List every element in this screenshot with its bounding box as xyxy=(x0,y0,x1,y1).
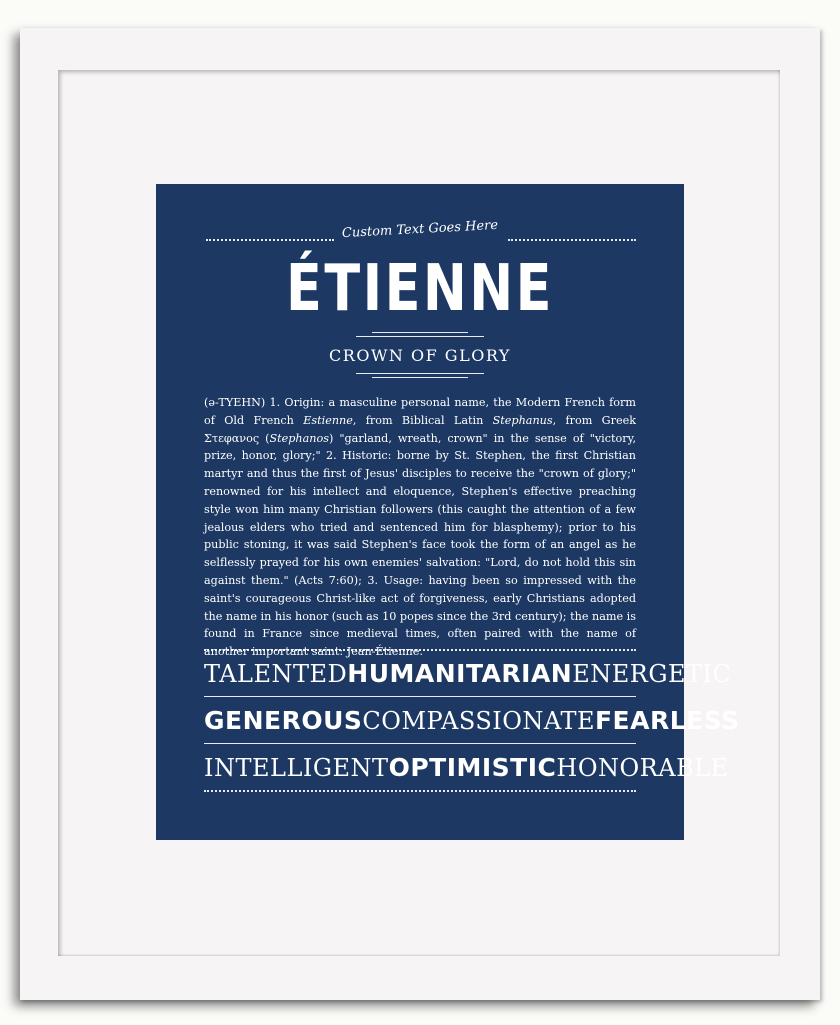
definition-part-1: 1. Origin: a masculine personal name, the Modern French form of Old French xyxy=(204,396,636,427)
rule-bottom-1 xyxy=(356,373,484,374)
name-print xyxy=(156,184,740,840)
traits-row-1 xyxy=(204,657,732,691)
definition-part-2: , from Biblical Latin xyxy=(352,413,493,427)
traits-divider-2 xyxy=(204,743,636,744)
trait-word: HONORABLE xyxy=(556,754,729,782)
trait-word: HUMANITARIAN xyxy=(347,659,573,688)
estienne-term: Estienne xyxy=(303,413,353,427)
custom-text: Custom Text Goes Here xyxy=(341,217,499,242)
trait-word: TALENTED xyxy=(204,660,348,688)
dotted-rule-traits-bottom xyxy=(204,790,636,792)
trait-word: GENEROUS xyxy=(204,706,363,735)
stephanos-term: Stephanos xyxy=(269,431,329,445)
definition-part-4: ) "garland, wreath, crown" in the sense of "victory, prize, honor, glory;" 2. Historic: borne by St. Stephen, the first Christian martyr and thus the first of Jesus' disciples to receive the "crown of glory;" renowned for his intellect and eloquence, Stephen's effective preaching style won him many Christian followers (this caught the attention of a few jealous elders who tried and sentenced him for blasphemy); prior to his public stoning, it was said Stephen's face took the form of an angel as he selflessly prayed for his own enemies' salvation: "Lord, do not hold this sin against them." (Acts 7:60); 3. Usage: having been so impressed with the saint's courageous Christ-like act of forgiveness, early Christians adopted the name in his honor (such as 10 popes since the 3rd century); the name is found in France since medieval times, often paired with the name of another important saint: Jean-Étienne. xyxy=(204,431,636,659)
name-title: ÉTIENNE xyxy=(286,252,554,326)
definition-part-3: , from Greek Στεφανος ( xyxy=(204,413,636,445)
trait-word: COMPASSIONATE xyxy=(362,707,595,735)
dotted-rule-traits-top xyxy=(204,649,636,651)
rule-top-2 xyxy=(356,336,484,337)
rule-top-1 xyxy=(372,332,468,333)
dotted-rule-right xyxy=(508,239,636,241)
trait-word: FEARLESS xyxy=(594,706,740,735)
traits-row-3 xyxy=(204,751,729,785)
stephanus-term: Stephanus xyxy=(492,413,553,427)
trait-word: OPTIMISTIC xyxy=(388,753,557,782)
trait-word: INTELLIGENT xyxy=(204,754,389,782)
trait-word: ENERGETIC xyxy=(572,660,732,688)
name-definition xyxy=(204,394,636,661)
rule-bottom-2 xyxy=(372,377,468,378)
pronunciation: (ə-TYEHN) xyxy=(204,396,266,409)
traits-divider-1 xyxy=(204,696,636,697)
traits-row-2 xyxy=(204,704,740,738)
name-meaning: CROWN OF GLORY xyxy=(329,346,511,365)
